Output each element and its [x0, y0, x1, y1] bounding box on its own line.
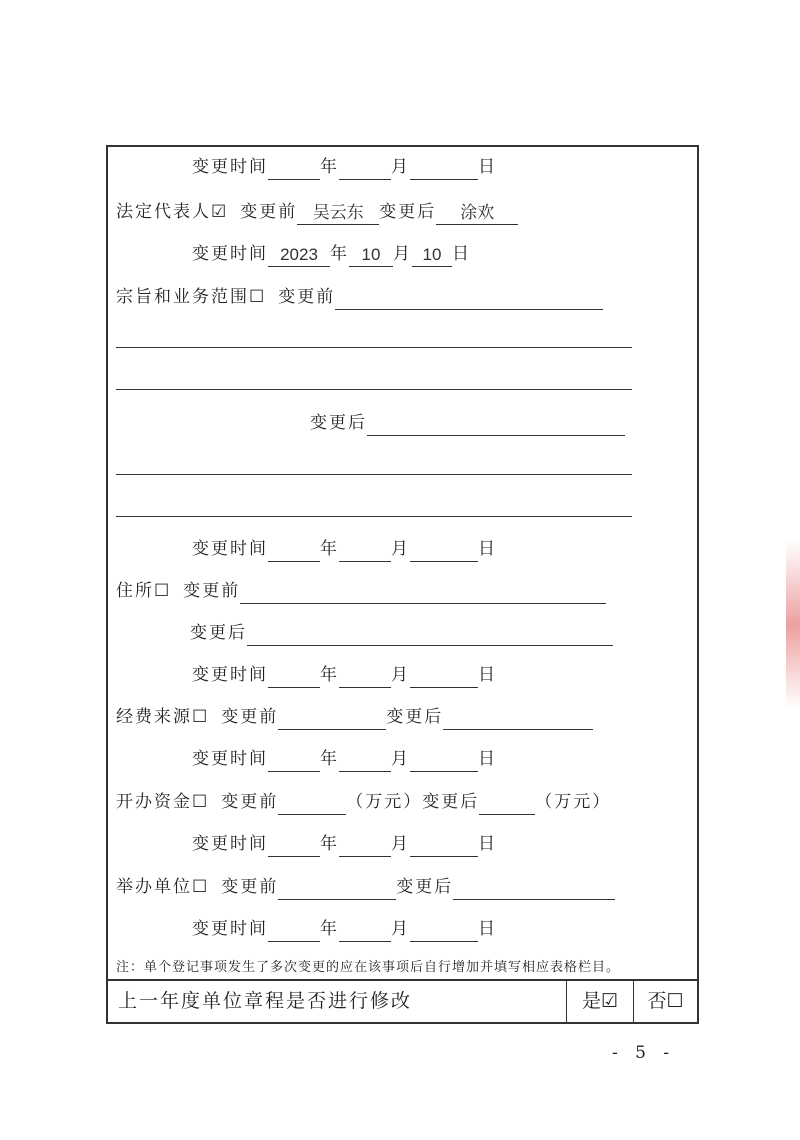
sponsor-checkbox[interactable]: 举办单位☐ — [116, 877, 210, 897]
label: 变更时间 — [192, 665, 268, 685]
label: 变更后 — [422, 792, 480, 812]
label: 变更时间 — [192, 244, 268, 264]
month-field[interactable] — [339, 665, 391, 688]
change-time-row — [192, 241, 471, 267]
change-time-row — [192, 154, 497, 180]
day-field[interactable] — [410, 539, 478, 562]
label: 变更前 — [221, 707, 279, 727]
day-field[interactable] — [410, 749, 478, 772]
purpose-row — [116, 284, 603, 310]
seal-edge — [786, 540, 800, 710]
change-time-row — [192, 536, 497, 562]
label: 月 — [391, 157, 410, 177]
yes-checkbox[interactable]: 是☑ — [567, 981, 634, 1022]
day-field[interactable] — [410, 157, 478, 180]
label: 变更前 — [278, 287, 336, 307]
label: 日 — [452, 244, 471, 264]
legal-rep-row — [116, 199, 518, 225]
label: 年 — [320, 919, 339, 939]
before-field[interactable] — [278, 877, 396, 900]
day-field[interactable]: 10 — [412, 244, 452, 267]
month-field[interactable] — [339, 749, 391, 772]
label: 月 — [391, 665, 410, 685]
label: 年 — [320, 157, 339, 177]
unit-label: （万元） — [346, 792, 423, 812]
label: 变更后 — [310, 413, 367, 433]
label: 日 — [478, 539, 497, 559]
label: 年 — [320, 665, 339, 685]
label: 日 — [478, 919, 497, 939]
label: 年 — [320, 539, 339, 559]
month-field[interactable] — [339, 539, 391, 562]
charter-question: 上一年度单位章程是否进行修改 — [108, 981, 567, 1022]
blank-line[interactable] — [116, 474, 632, 475]
charter-amendment-row — [106, 979, 699, 1024]
label: 变更前 — [221, 877, 279, 897]
label: 月 — [391, 919, 410, 939]
label: 月 — [393, 244, 412, 264]
sponsor-row — [116, 874, 615, 900]
label: 日 — [478, 834, 497, 854]
label: 月 — [391, 834, 410, 854]
year-field[interactable] — [268, 919, 320, 942]
label: 变更后 — [379, 202, 437, 222]
year-field[interactable] — [268, 834, 320, 857]
change-time-row — [192, 831, 497, 857]
purpose-checkbox[interactable]: 宗旨和业务范围☐ — [116, 287, 267, 307]
label: 月 — [391, 539, 410, 559]
label: 年 — [320, 834, 339, 854]
month-field[interactable] — [339, 157, 391, 180]
address-row — [116, 578, 606, 604]
month-field[interactable] — [339, 919, 391, 942]
day-field[interactable] — [410, 834, 478, 857]
before-field[interactable] — [240, 581, 606, 604]
unit-label: （万元） — [535, 792, 612, 812]
funding-source-row — [116, 704, 593, 730]
day-field[interactable] — [410, 665, 478, 688]
change-time-row — [192, 916, 497, 942]
no-checkbox[interactable]: 否☐ — [647, 990, 684, 1012]
label: 变更时间 — [192, 539, 268, 559]
label: 变更前 — [240, 202, 298, 222]
blank-line[interactable] — [116, 389, 632, 390]
label: 日 — [478, 665, 497, 685]
label: 变更时间 — [192, 834, 268, 854]
day-field[interactable] — [410, 919, 478, 942]
page-number: - 5 - — [612, 1043, 676, 1063]
label: 变更后 — [190, 623, 247, 643]
footnote: 注：单个登记事项发生了多次变更的应在该事项后自行增加并填写相应表格栏目。 — [116, 960, 621, 975]
label: 变更时间 — [192, 919, 268, 939]
change-time-row — [192, 746, 497, 772]
year-field[interactable] — [268, 749, 320, 772]
before-field[interactable] — [278, 707, 386, 730]
year-field[interactable] — [268, 157, 320, 180]
month-field[interactable]: 10 — [349, 244, 393, 267]
after-field[interactable]: 涂欢 — [436, 202, 518, 225]
before-field[interactable] — [335, 287, 603, 310]
capital-row — [116, 789, 611, 815]
year-field[interactable] — [268, 665, 320, 688]
before-field[interactable] — [278, 792, 346, 815]
after-field[interactable] — [453, 877, 615, 900]
month-field[interactable] — [339, 834, 391, 857]
address-checkbox[interactable]: 住所☐ — [116, 581, 172, 601]
legal-rep-checkbox[interactable]: 法定代表人☑ — [116, 202, 229, 222]
change-time-row — [192, 662, 497, 688]
address-after-row — [190, 620, 613, 646]
label: 日 — [478, 749, 497, 769]
capital-checkbox[interactable]: 开办资金☐ — [116, 792, 210, 812]
before-field[interactable]: 吴云东 — [297, 202, 379, 225]
label: 年 — [320, 749, 339, 769]
label: 变更前 — [221, 792, 279, 812]
label: 变更前 — [183, 581, 241, 601]
label: 变更后 — [386, 707, 444, 727]
label: 年 — [330, 244, 349, 264]
label: 日 — [478, 157, 497, 177]
blank-line[interactable] — [116, 347, 632, 348]
blank-line[interactable] — [116, 516, 632, 517]
funding-source-checkbox[interactable]: 经费来源☐ — [116, 707, 210, 727]
label: 变更时间 — [192, 157, 268, 177]
label: 变更时间 — [192, 749, 268, 769]
after-field[interactable] — [247, 623, 613, 646]
after-field[interactable] — [443, 707, 593, 730]
label: 月 — [391, 749, 410, 769]
after-field[interactable] — [479, 792, 535, 815]
after-field[interactable] — [367, 413, 625, 436]
year-field[interactable] — [268, 539, 320, 562]
year-field[interactable]: 2023 — [268, 244, 330, 267]
label: 变更后 — [396, 877, 454, 897]
purpose-after-row — [310, 410, 625, 436]
